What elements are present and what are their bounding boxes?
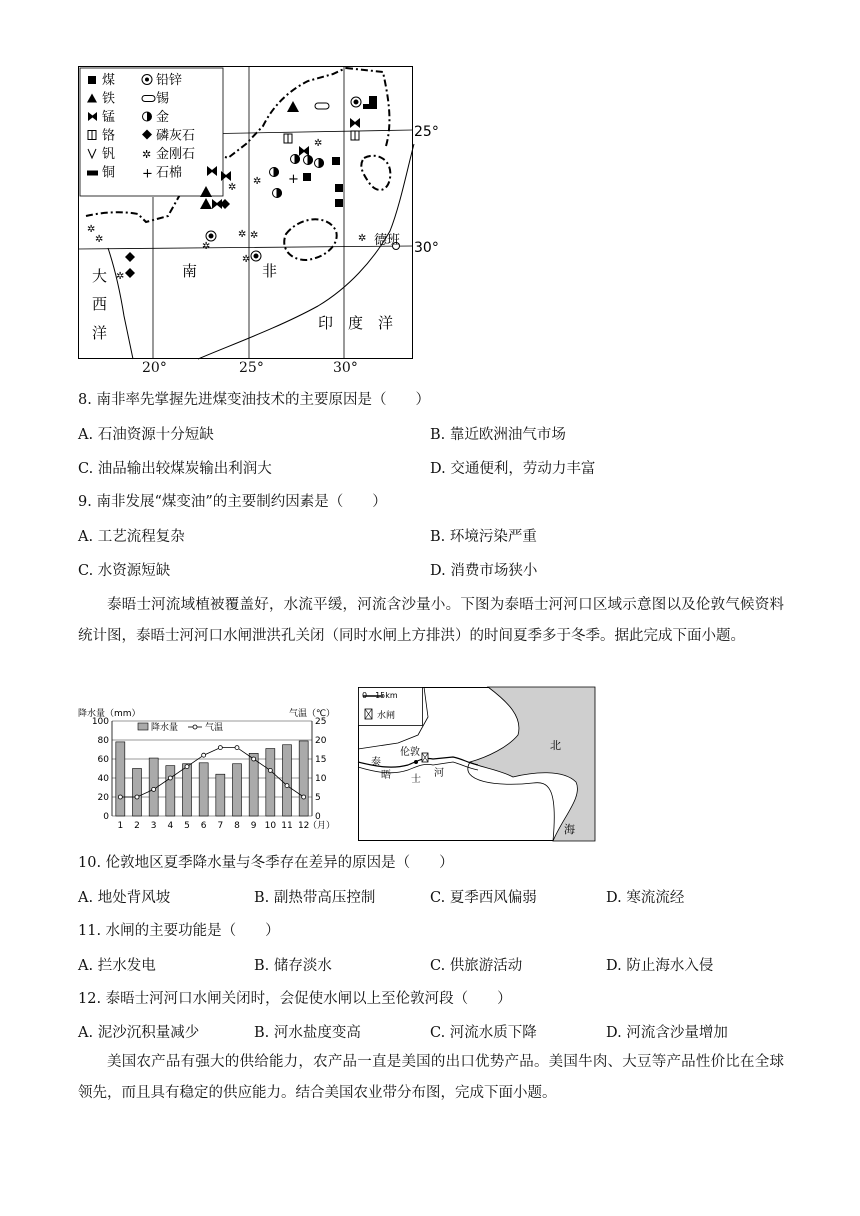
temperature-point-9	[252, 757, 256, 761]
london-label: 伦敦	[400, 747, 420, 758]
legend-precip: 降水量	[151, 723, 179, 733]
temperature-point-5	[185, 765, 189, 769]
south-africa-mineral-map	[78, 66, 439, 360]
london-dot	[414, 760, 418, 764]
bar-icon	[87, 171, 98, 176]
legend-item-11	[142, 165, 182, 182]
x-tick-label: 6	[200, 821, 207, 831]
sea-label-2: 海	[564, 823, 575, 836]
x-tick-label: 8	[234, 821, 240, 831]
legend-sluice: 水闸	[377, 711, 396, 721]
lat-label-30: 30°	[414, 240, 439, 256]
x-tick-label: 5	[184, 821, 190, 831]
precip-bar-8	[233, 764, 242, 816]
question-8-option-a[interactable]: A. 石油资源十分短缺	[78, 427, 214, 443]
precip-bar-1	[116, 742, 125, 816]
sea-label-1: 北	[550, 739, 561, 752]
passage-thames: 泰晤士河流域植被覆盖好，水流平缓，河流含沙量小。下图为泰晤士河河口区域示意图以及伦敦气候资料统计图，泰晤士河河口水闸泄洪孔关闭（同时水闸上方排洪）的时间夏季多于冬季。据此完成下面小题。	[78, 597, 784, 644]
legend-label-11: 石棉	[156, 165, 183, 181]
london-climate-chart	[76, 704, 348, 832]
temperature-point-8	[235, 746, 239, 750]
legend-temp: 气温	[205, 723, 224, 733]
x-tick-label: 11	[281, 821, 293, 831]
precip-bar-7	[216, 774, 225, 816]
y-tick-label: 80	[97, 736, 109, 746]
x-tick-label: 12	[297, 821, 310, 831]
thames-estuary-map	[358, 687, 596, 842]
scale-bar: 0 15km	[362, 691, 398, 700]
temperature-point-7	[218, 746, 222, 750]
coal-symbol	[335, 184, 343, 192]
legend-label-0: 煤	[102, 73, 116, 88]
passage-usa-agriculture: 美国农产品有强大的供给能力，农产品一直是美国的出口优势产品。美国牛肉、大豆等产品性价比在全球领先，而且具有稳定的供应能力。结合美国农业带分布图，完成下面小题。	[78, 1054, 784, 1101]
legend-label-7: 磷灰石	[156, 128, 196, 144]
atlantic-label-2: 西	[92, 295, 108, 313]
precip-bar-2	[133, 769, 142, 817]
question-10-option-d[interactable]: D. 寒流流经	[606, 890, 685, 906]
lon-label-25: 25°	[239, 360, 264, 376]
x-unit-label: （月）	[308, 821, 336, 831]
temperature-point-6	[202, 753, 206, 757]
legend-bar-swatch	[138, 723, 148, 730]
durban-label: 德班	[374, 233, 401, 248]
y2-axis-title: 气温（℃）	[288, 709, 336, 719]
question-8-option-c[interactable]: C. 油品输出较煤炭输出利润大	[78, 461, 272, 477]
legend-line-marker	[193, 725, 197, 729]
country-label-1: 南	[182, 262, 198, 280]
y2-tick-label: 0	[315, 812, 321, 822]
legend-label-1: 铅锌	[156, 73, 183, 88]
question-11-option-c[interactable]: C. 供旅游活动	[430, 958, 523, 974]
temperature-point-3	[152, 787, 156, 791]
x-tick-label: 1	[117, 821, 124, 831]
y-tick-label: 100	[91, 717, 109, 727]
y-tick-label: 20	[97, 793, 109, 803]
temperature-point-11	[285, 784, 289, 788]
river-label-1: 泰	[371, 757, 381, 768]
y-axis-title: 降水量（mm）	[78, 709, 141, 719]
y2-tick-label: 20	[315, 736, 327, 746]
y-tick-label: 40	[97, 774, 109, 784]
legend-label-4: 锰	[102, 110, 116, 125]
temperature-point-1	[118, 795, 122, 799]
svg-text:✲: ✲	[87, 224, 96, 235]
question-10-option-b[interactable]: B. 副热带高压控制	[254, 890, 376, 906]
star-icon: ✲	[142, 148, 152, 161]
temperature-point-2	[135, 795, 139, 799]
lon-label-20: 20°	[142, 360, 167, 376]
svg-text:✲: ✲	[228, 182, 237, 193]
precip-bar-4	[166, 766, 175, 816]
legend-label-9: 金刚石	[156, 147, 196, 162]
legend-label-10: 铜	[102, 165, 116, 181]
question-12-option-b[interactable]: B. 河水盐度变高	[254, 1025, 361, 1041]
svg-text:✲: ✲	[358, 233, 367, 244]
y-tick-label: 0	[103, 812, 109, 822]
precip-bar-12	[299, 741, 308, 816]
svg-text:✲: ✲	[250, 230, 259, 241]
chart-legend	[138, 721, 223, 733]
svg-text:+: +	[288, 172, 299, 187]
y2-tick-label: 5	[315, 793, 321, 803]
question-9-option-c[interactable]: C. 水资源短缺	[78, 563, 171, 579]
svg-text:✲: ✲	[116, 271, 125, 282]
question-9-option-a[interactable]: A. 工艺流程复杂	[78, 529, 185, 545]
indian-ocean-label: 印 度 洋	[318, 314, 394, 332]
legend-item-9	[142, 146, 195, 162]
y2-tick-label: 25	[315, 717, 327, 727]
lat-label-25: 25°	[414, 124, 439, 140]
y-tick-label: 60	[97, 755, 109, 765]
x-tick-label: 9	[250, 821, 257, 831]
square-icon	[88, 76, 96, 84]
temperature-point-10	[268, 768, 272, 772]
svg-text:✲: ✲	[202, 241, 211, 252]
temperature-point-12	[302, 795, 306, 799]
legend-label-3: 锡	[156, 91, 170, 107]
question-12-option-d[interactable]: D. 河流含沙量增加	[606, 1025, 728, 1041]
legend-label-5: 金	[156, 110, 170, 125]
coal-symbol	[332, 157, 340, 165]
question-11-stem: 11. 水闸的主要功能是（ ）	[78, 923, 280, 939]
precip-bar-5	[183, 764, 192, 816]
x-tick-label: 4	[167, 821, 174, 831]
svg-text:✲: ✲	[242, 254, 251, 265]
river-label-2: 晤	[381, 770, 391, 781]
precip-bar-6	[199, 763, 208, 816]
x-tick-label: 2	[134, 821, 140, 831]
svg-text:✲: ✲	[253, 176, 262, 187]
coal-symbol	[335, 199, 343, 207]
precip-bar-11	[283, 745, 292, 816]
question-11-option-b[interactable]: B. 储存淡水	[254, 958, 332, 974]
river-label-3: 士	[411, 774, 421, 785]
x-tick-label: 10	[264, 821, 277, 831]
plus-icon: +	[142, 166, 153, 182]
precip-bar-9	[249, 753, 258, 816]
question-8-option-b[interactable]: B. 靠近欧洲油气市场	[430, 427, 566, 443]
legend-label-8: 钒	[102, 147, 116, 162]
question-12-option-a[interactable]: A. 泥沙沉积量减少	[78, 1025, 200, 1041]
question-10-stem: 10. 伦敦地区夏季降水量与冬季存在差异的原因是（ ）	[78, 855, 454, 871]
atlantic-label-1: 大	[92, 267, 108, 285]
svg-text:✲: ✲	[95, 234, 104, 245]
atlantic-label-3: 洋	[92, 324, 108, 342]
question-11-option-d[interactable]: D. 防止海水入侵	[606, 958, 714, 974]
copper-symbol	[363, 104, 377, 109]
question-10-option-c[interactable]: C. 夏季西风偏弱	[430, 890, 537, 906]
legend-label-6: 铬	[102, 128, 116, 144]
question-12-stem: 12. 泰晤士河河口水闸关闭时，会促使水闸以上至伦敦河段（ ）	[78, 991, 512, 1007]
temperature-line	[120, 748, 303, 797]
x-tick-label: 3	[150, 821, 157, 831]
river-label-4: 河	[434, 768, 444, 779]
question-9-option-b[interactable]: B. 环境污染严重	[430, 529, 537, 545]
country-label-2: 非	[262, 262, 278, 280]
question-9-option-d[interactable]: D. 消费市场狭小	[430, 563, 538, 579]
y2-tick-label: 10	[315, 774, 327, 784]
question-8-option-d[interactable]: D. 交通便利，劳动力丰富	[430, 461, 596, 477]
legend-label-2: 铁	[102, 91, 116, 107]
question-8-stem: 8. 南非率先掌握先进煤变油技术的主要原因是（ ）	[78, 392, 430, 408]
coal-symbol	[303, 173, 311, 181]
x-tick-label: 7	[217, 821, 224, 831]
precip-bar-10	[266, 749, 275, 816]
svg-text:✲: ✲	[238, 229, 247, 240]
question-12-option-c[interactable]: C. 河流水质下降	[430, 1025, 537, 1041]
question-11-option-a[interactable]: A. 拦水发电	[78, 958, 156, 974]
question-9-stem: 9. 南非发展“煤变油”的主要制约因素是（ ）	[78, 494, 387, 510]
coal-symbol	[369, 96, 377, 104]
svg-text:✲: ✲	[314, 138, 323, 149]
temperature-point-4	[168, 776, 172, 780]
question-10-option-a[interactable]: A. 地处背风坡	[78, 890, 171, 906]
lon-label-30: 30°	[333, 360, 358, 376]
y2-tick-label: 15	[315, 755, 327, 765]
